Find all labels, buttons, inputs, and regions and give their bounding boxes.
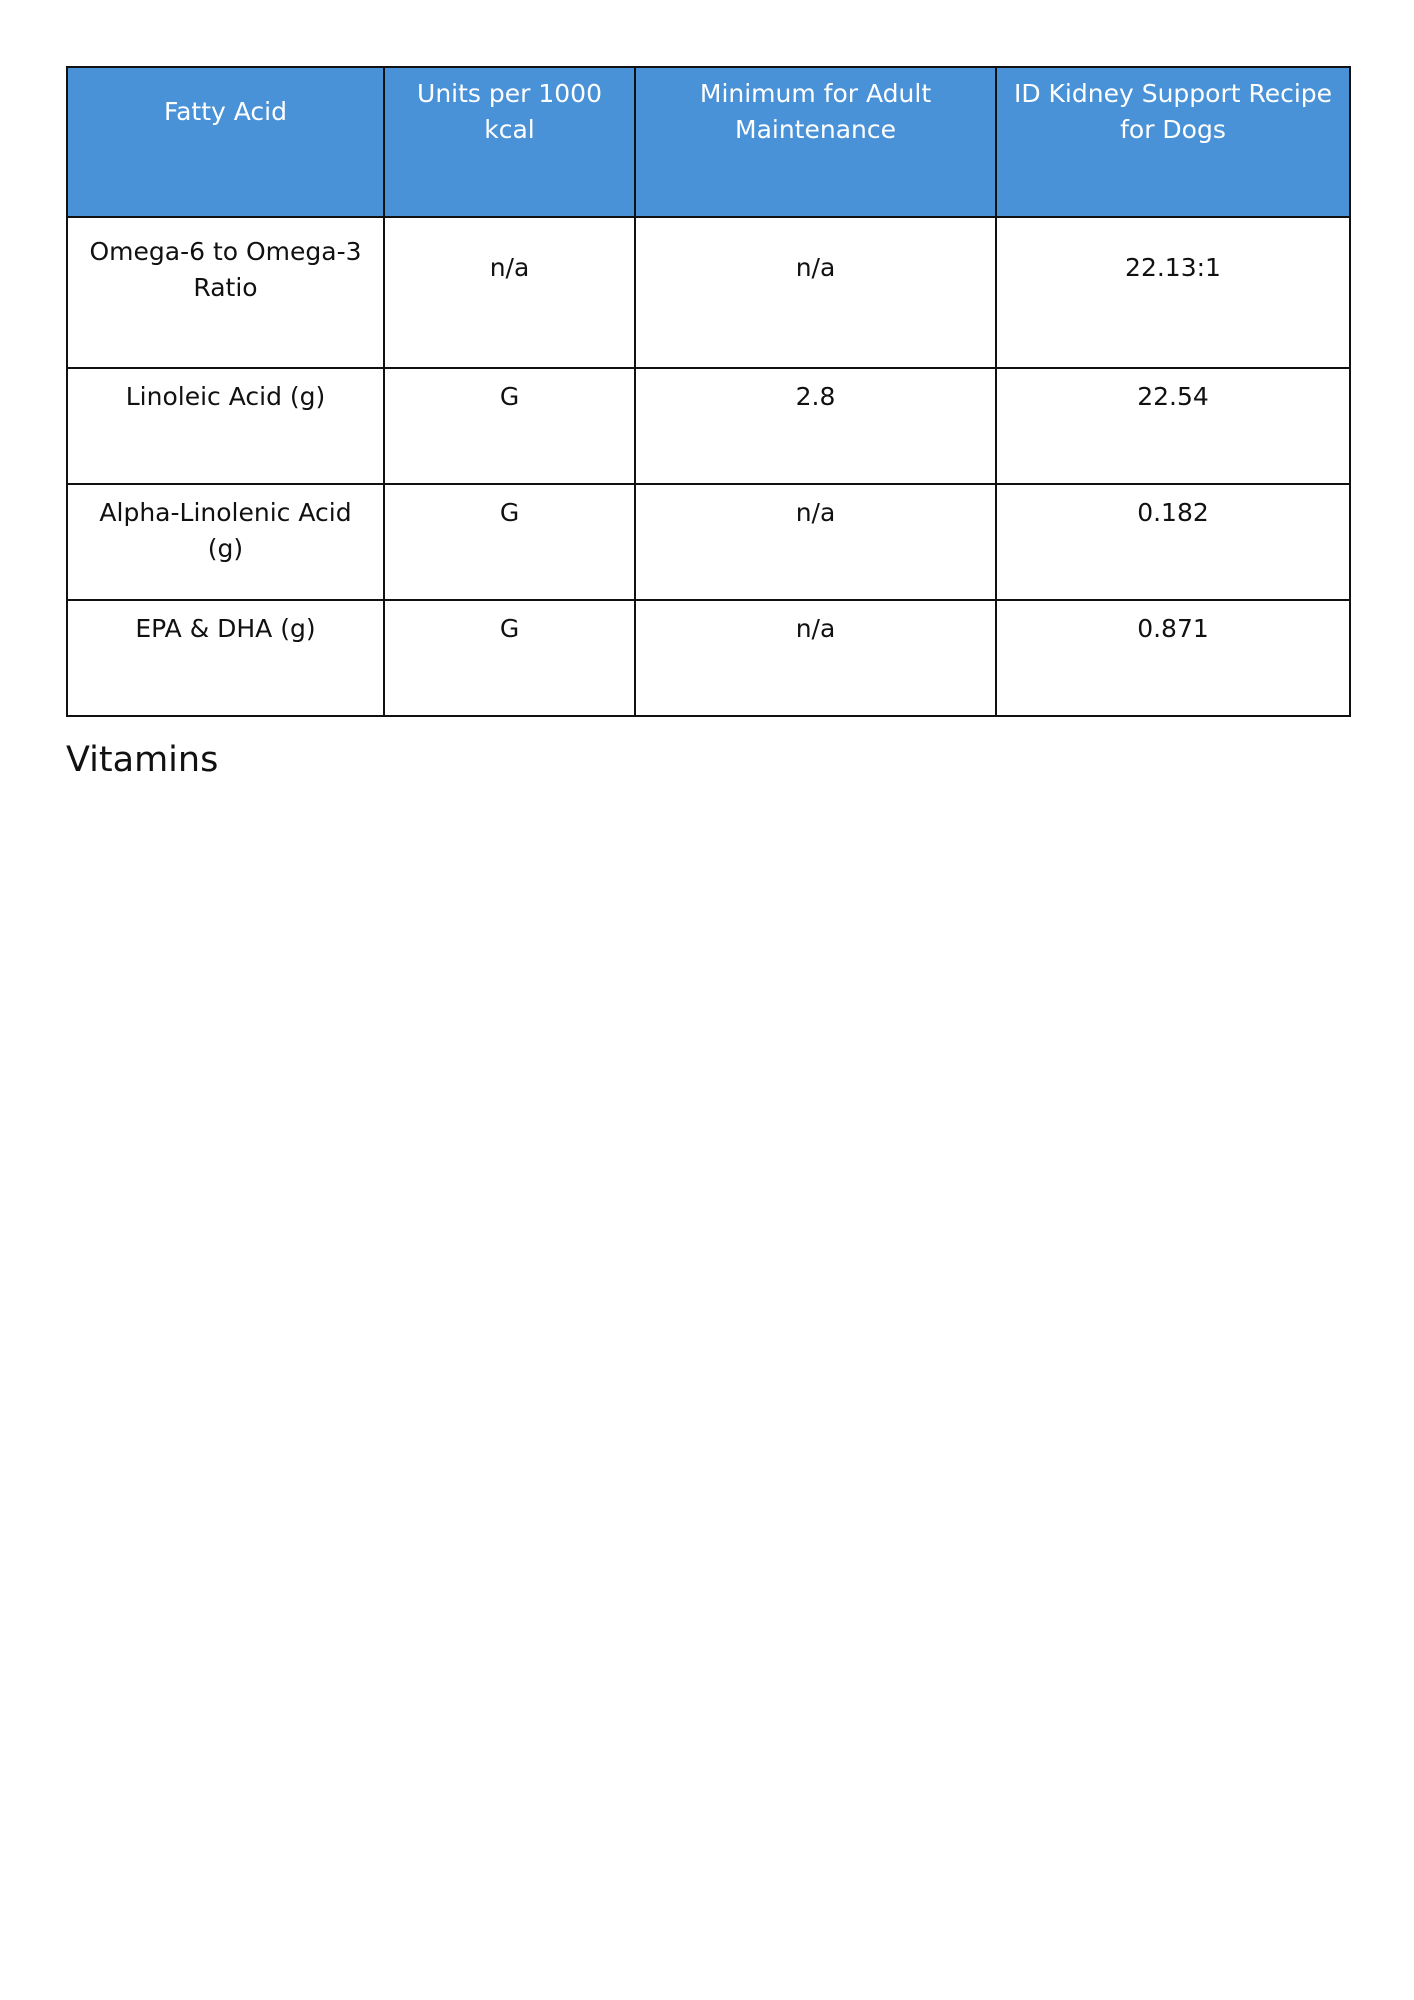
table-row — [67, 217, 1350, 368]
cell-recipe: 0.871 — [996, 600, 1350, 716]
cell-minimum: 2.8 — [635, 368, 996, 484]
header-recipe: ID Kidney Support Recipe for Dogs — [996, 67, 1350, 217]
cell-recipe: 0.182 — [996, 484, 1350, 600]
cell-units: G — [384, 484, 635, 600]
header-units: Units per 1000 kcal — [384, 67, 635, 217]
cell-recipe: 22.13:1 — [996, 217, 1350, 368]
cell-fatty-acid: Omega-6 to Omega-3 Ratio — [67, 217, 384, 368]
header-minimum: Minimum for Adult Maintenance — [635, 67, 996, 217]
table-row — [67, 484, 1350, 600]
cell-minimum: n/a — [635, 217, 996, 368]
cell-units: n/a — [384, 217, 635, 368]
cell-fatty-acid: Alpha-Linolenic Acid (g) — [67, 484, 384, 600]
table-row — [67, 368, 1350, 484]
cell-units: G — [384, 600, 635, 716]
cell-minimum: n/a — [635, 600, 996, 716]
cell-minimum: n/a — [635, 484, 996, 600]
fatty-acid-table — [66, 66, 1351, 717]
header-fatty-acid: Fatty Acid — [67, 67, 384, 217]
cell-units: G — [384, 368, 635, 484]
table-row — [67, 600, 1350, 716]
cell-recipe: 22.54 — [996, 368, 1350, 484]
cell-fatty-acid: EPA & DHA (g) — [67, 600, 384, 716]
section-title-vitamins: Vitamins — [66, 740, 219, 780]
cell-fatty-acid: Linoleic Acid (g) — [67, 368, 384, 484]
table-header-row — [67, 67, 1350, 217]
